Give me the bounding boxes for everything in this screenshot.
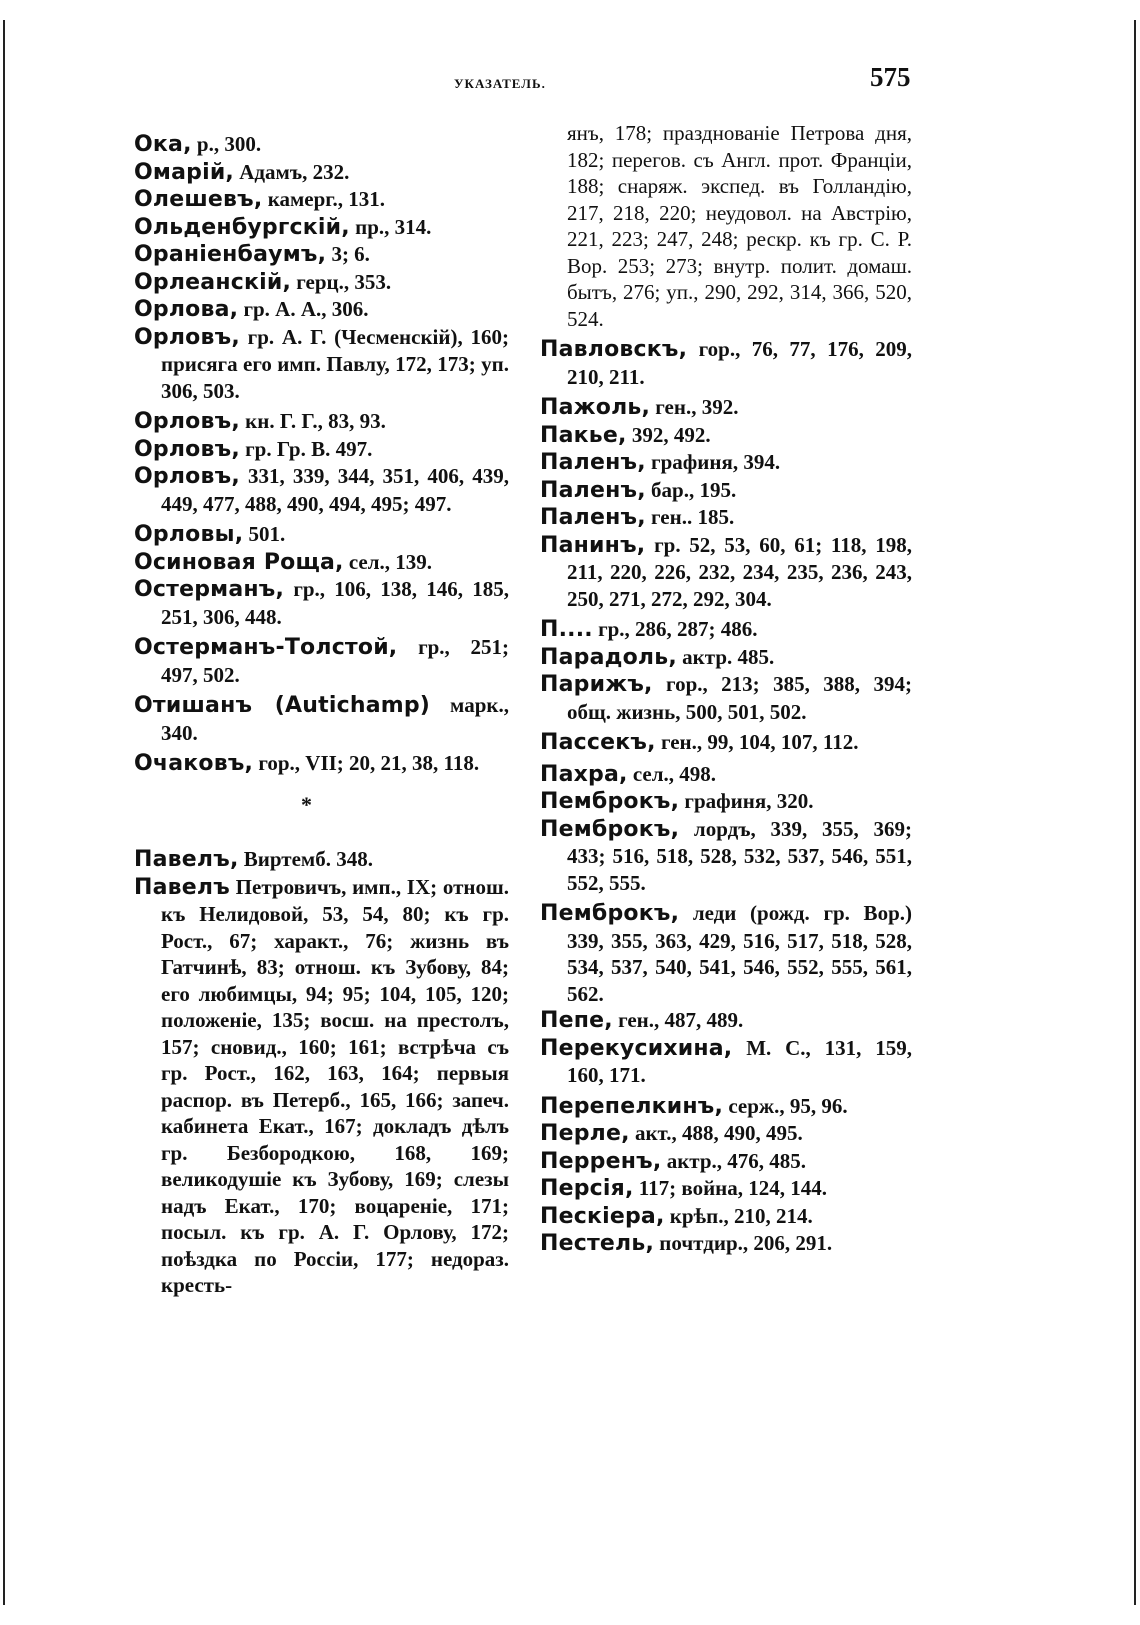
entry-details: крѣп., 210, 214. [664, 1203, 813, 1228]
entry-details: 3; 6. [326, 242, 370, 266]
entry-details: пр., 314. [349, 214, 432, 239]
continuation-text: янъ, 178; празднованіе Петрова дня, 182; перегов. съ Англ. прот. Франціи, 188; снаряж. экспед. въ Голландію, 217, 218, 220; неудовол. на Австрію, 221, 223; 247, 248; рескр. къ гр. С. Р. Вор. 253; 273; внутр. полит. домаш. бытъ, 276; уп., 290, 292, 314, 366, 520, 524. [567, 121, 912, 331]
entry-headword: Омарій, [134, 159, 234, 185]
index-entry [540, 1120, 912, 1148]
index-entry [134, 269, 509, 297]
entry-details: гор., VII; 20, 21, 38, 118. [253, 751, 480, 775]
entry-details: камерг., 131. [262, 187, 385, 211]
index-entry [134, 159, 509, 187]
index-entry [540, 1148, 912, 1176]
entry-headword: Орловъ, [134, 436, 240, 462]
entry-headword: Павелъ, [134, 847, 239, 872]
entry-details: графиня, 394. [645, 450, 781, 474]
entry-headword: Пассекъ, [540, 730, 656, 755]
entry-details: гр., 251; 497, 502. [161, 635, 509, 687]
entry-headword: Парижъ, [540, 672, 653, 697]
index-entries-p-continued [540, 336, 912, 1258]
entry-details: ген., 99, 104, 107, 112. [655, 730, 859, 754]
entry-headword: Павелъ [134, 874, 230, 900]
entry-headword: Павловскъ, [540, 337, 688, 362]
index-entry [540, 729, 912, 757]
entry-details: графиня, 320. [679, 789, 814, 813]
index-entry [540, 1035, 912, 1089]
index-entry [134, 549, 509, 577]
index-entries-o [134, 131, 509, 778]
right-column [540, 120, 912, 1258]
entry-headword: Очаковъ, [134, 751, 254, 776]
entry-details: 331, 339, 344, 351, 406, 439, 449, 477, 488, 490, 494, 495; 497. [161, 464, 509, 516]
index-entry [134, 436, 509, 464]
entry-details: М. С., 131, 159, 160, 171. [567, 1035, 912, 1087]
page-number: 575 [870, 62, 911, 92]
entry-details: гр. 52, 53, 60, 61; 118, 198, 211, 220, 226, 232, 234, 235, 236, 243, 250, 271, 272, 292, 304. [567, 532, 912, 611]
entry-headword: Персія, [540, 1176, 634, 1201]
index-entry [540, 1007, 912, 1035]
index-entry [540, 816, 912, 897]
index-entry [134, 131, 509, 159]
entry-headword: Паленъ, [540, 505, 646, 530]
entry-headword: Отишанъ (Autichamp) [134, 693, 431, 718]
index-entry [134, 463, 509, 517]
left-scan-edge [3, 20, 5, 1605]
entry-headword: Паленъ, [540, 477, 646, 503]
entry-headword: Пестель, [540, 1231, 655, 1256]
entry-headword: Орлеанскій, [134, 269, 292, 295]
entry-headword: Осиновая Роща, [134, 549, 344, 575]
entry-details: актр. 485. [676, 644, 775, 669]
entry-headword: Перекусихина, [540, 1035, 733, 1061]
entry-details: серж., 95, 96. [723, 1093, 848, 1118]
entry-headword: Пемброкъ, [540, 789, 680, 814]
page-header [0, 58, 1140, 98]
entry-headword: Паленъ, [540, 450, 646, 475]
index-entry [540, 1230, 912, 1258]
entry-details: кн. Г. Г., 83, 93. [239, 409, 386, 433]
left-column [134, 131, 509, 1299]
running-title: УКАЗАТЕЛЬ. [454, 76, 546, 91]
entry-headword: Пакье, [540, 422, 627, 448]
entry-details: лордъ, 339, 355, 369; 433; 516, 518, 528, 532, 537, 546, 551, 552, 555. [567, 816, 912, 895]
entry-details: герц., 353. [291, 269, 392, 294]
index-entry [134, 241, 509, 269]
index-entry [540, 761, 912, 789]
entry-headword: Парадоль, [540, 644, 677, 670]
index-entry [540, 644, 912, 672]
entry-details: Петровичъ, имп., IX; отнош. къ Нелидовой, 53, 54, 80; къ гр. Рост., 67; характ., 76; жизнь въ Гатчинѣ, 83; отнош. къ Зубову, 84; его любимцы, 94; 95; 104, 105, 120; положеніе, 135; восш. на престолъ, 157; сновид., 160; 161; встрѣча съ гр. Рост., 162, 163, 164; первыя распор. въ Петерб., 165, 166; запеч. кабинета Екат., 167; докладъ дѣлъ гр. Безбородкою, 168, 169; великодушіе къ Зубову, 169; слезы надъ Екат., 170; воцареніе, 171; посыл. къ гр. А. Г. Орлову, 172; поѣздка по Россіи, 177; недораз. кресть- [161, 874, 509, 1297]
entry-details: ген., 392. [650, 395, 739, 419]
entry-details: гор., 76, 77, 176, 209, 210, 211. [567, 337, 912, 389]
section-mark: * [301, 791, 312, 817]
entry-details: 117; война, 124, 144. [633, 1176, 828, 1200]
entry-details: 392, 492. [626, 422, 711, 447]
index-entry [540, 788, 912, 816]
entry-details: леди (рожд. гр. Вор.) 339, 355, 363, 429, 516, 517, 518, 528, 534, 537, 540, 541, 546, 552, 555, 561, 562. [567, 901, 912, 1006]
entry-details: сел., 498. [627, 761, 717, 786]
index-entries-p [134, 846, 509, 1299]
index-entry [540, 336, 912, 390]
index-entry [134, 186, 509, 214]
index-entry [540, 671, 912, 725]
entry-details: гр. А. А., 306. [238, 297, 369, 321]
entry-details: 501. [243, 522, 286, 546]
entry-details: гр., 286, 287; 486. [592, 617, 758, 641]
entry-headword: Орловъ, [134, 409, 240, 434]
entry-headword: Ораніенбаумъ, [134, 242, 327, 267]
entry-details: р., 300. [191, 132, 262, 156]
index-entry [134, 214, 509, 242]
index-entry [540, 449, 912, 477]
entry-headword: Пемброкъ, [540, 816, 680, 842]
index-entry [540, 422, 912, 450]
index-entry [540, 504, 912, 532]
entry-details: гор., 213; 385, 388, 394; общ. жизнь, 500, 501, 502. [567, 672, 912, 724]
entry-details: ген., 487, 489. [612, 1008, 744, 1032]
right-scan-edge [1134, 20, 1136, 1605]
entry-headword: Орлова, [134, 297, 239, 322]
index-entry [134, 324, 509, 405]
index-entry [540, 1203, 912, 1231]
entry-details: почтдир., 206, 291. [654, 1231, 833, 1255]
index-entry [540, 394, 912, 422]
entry-headword: Перренъ, [540, 1148, 662, 1174]
index-entry [134, 692, 509, 746]
entry-details: ген.. 185. [645, 505, 735, 529]
entry-headword: Олешевъ, [134, 187, 263, 212]
entry-headword: Остерманъ-Толстой, [134, 635, 398, 660]
index-entry [134, 874, 509, 1299]
entry-details: гр. Гр. В. 497. [239, 436, 373, 461]
entry-headword: Пажоль, [540, 395, 651, 420]
entry-headword: Пемброкъ, [540, 901, 680, 926]
entry-headword: Орловы, [134, 522, 244, 547]
entry-headword: Ока, [134, 132, 192, 157]
entry-details: сел., 139. [343, 549, 433, 574]
index-entry [134, 576, 509, 630]
entry-details: актр., 476, 485. [661, 1148, 807, 1173]
entry-details: бар., 195. [645, 477, 737, 502]
entry-headword: Перле, [540, 1121, 630, 1146]
entry-headword: Пахра, [540, 761, 628, 787]
entry-headword: Ольденбургскій, [134, 214, 350, 240]
index-entry [540, 1175, 912, 1203]
index-entry [134, 846, 509, 874]
index-entry [134, 521, 509, 549]
entry-details: гр. А. Г. (Чесменскій), 160; присяга его имп. Павлу, 172, 173; уп. 306, 503. [161, 324, 509, 403]
entry-headword: Панинъ, [540, 532, 646, 558]
entry-headword: П.... [540, 617, 593, 642]
entry-headword: Пескіера, [540, 1203, 665, 1229]
entry-details: марк., 340. [161, 693, 509, 745]
index-entry [540, 532, 912, 613]
entry-headword: Перепелкинъ, [540, 1093, 724, 1119]
index-entry [134, 634, 509, 688]
index-entry [540, 900, 912, 1007]
index-entry [540, 477, 912, 505]
entry-details: Виртемб. 348. [238, 847, 373, 871]
entry-headword: Орловъ, [134, 324, 240, 350]
index-entry [134, 408, 509, 436]
index-entry [134, 296, 509, 324]
entry-details: гр., 106, 138, 146, 185, 251, 306, 448. [161, 577, 509, 629]
index-entry [540, 616, 912, 644]
entry-headword: Орловъ, [134, 464, 240, 489]
entry-headword: Остерманъ, [134, 577, 285, 602]
index-entry [134, 750, 509, 778]
entry-details: акт., 488, 490, 495. [629, 1121, 803, 1145]
index-entry [540, 1093, 912, 1121]
entry-details: Адамъ, 232. [234, 159, 350, 184]
entry-headword: Пепе, [540, 1008, 613, 1033]
